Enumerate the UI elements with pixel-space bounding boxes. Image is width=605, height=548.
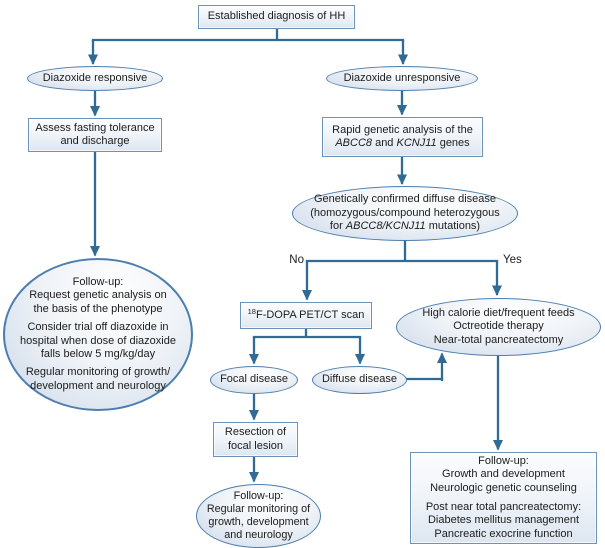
node-rapid-genetic-analysis — [322, 117, 483, 157]
node-diffuse-disease — [312, 366, 407, 394]
node-fdopa-pet-ct — [240, 302, 372, 329]
followup-bottom-l3: and neurology — [224, 529, 293, 542]
rapid-line2 — [335, 137, 469, 150]
followup-left-p2-l1: Consider trial off diazoxide in — [27, 321, 169, 334]
node-followup-bottom — [196, 484, 321, 548]
followup-bottom-title: Follow-up: — [233, 489, 284, 502]
node-resection-focal-lesion — [213, 422, 298, 457]
gene-abcc8: ABCC8 — [335, 137, 373, 149]
followup-right-l2: Neurologic genetic counseling — [430, 481, 577, 494]
node-high-calorie — [396, 298, 601, 356]
gene-kcnj11: KCNJ11 — [396, 137, 437, 149]
genetic-line3-post: mutations) — [425, 220, 481, 233]
followup-left-p3-l1: Regular monitoring of growth/ — [25, 366, 171, 379]
node-focal-disease — [210, 366, 298, 394]
genetic-line3-pre: for — [329, 220, 346, 233]
followup-left-p1-l2: the basis of the phenotype — [33, 302, 163, 315]
followup-left-p1-l1: Request genetic analysis on — [29, 289, 167, 302]
followup-right-subtitle: Post near total pancreatectomy: — [425, 501, 582, 513]
node-label: Diazoxide responsive — [42, 71, 148, 84]
node-diazoxide-unresponsive — [326, 66, 478, 91]
node-label-line1: Assess fasting tolerance — [35, 121, 155, 134]
followup-right-l4: Pancreatic exocrine function — [434, 527, 573, 540]
genetic-line3 — [330, 220, 480, 233]
label-yes: Yes — [503, 254, 522, 266]
followup-left-title: Follow-up: — [72, 275, 124, 288]
pet-scan-text: F-DOPA PET/CT scan — [255, 308, 365, 321]
genetic-line2: (homozygous/compound heterozygous — [310, 206, 500, 219]
followup-right-l1: Growth and development — [442, 468, 565, 481]
genetic-line1: Genetically confirmed diffuse disease — [313, 193, 496, 206]
label-no: No — [289, 254, 304, 266]
node-label-line2: and discharge — [60, 135, 130, 147]
node-label: Diffuse disease — [321, 373, 397, 386]
node-assess-fasting — [28, 118, 162, 152]
followup-right-title: Follow-up: — [478, 454, 529, 467]
followup-left-p3-l2: development and neurology — [30, 379, 166, 392]
resection-line2: focal lesion — [227, 439, 284, 452]
followup-right-l3: Diabetes mellitus management — [427, 514, 580, 527]
resection-line1: Resection of — [224, 426, 287, 439]
pet-label — [248, 309, 365, 322]
node-label: Focal disease — [220, 373, 288, 386]
highcal-line3: Near-total pancreatectomy — [433, 333, 564, 346]
rapid-line1: Rapid genetic analysis of the — [332, 123, 473, 136]
rapid-and: and — [372, 137, 397, 149]
node-followup-left — [3, 258, 193, 411]
highcal-line2: Octreotide therapy — [453, 320, 544, 333]
gene-abcc8-kcnj11: ABCC8/KCNJ11 — [345, 220, 426, 233]
pet-isotope-sup: 18 — [247, 307, 256, 317]
followup-bottom-l1: Regular monitoring of — [206, 502, 311, 515]
followup-bottom-l2: growth, development — [208, 516, 309, 528]
node-label: Diazoxide unresponsive — [343, 71, 461, 84]
node-followup-right — [410, 452, 597, 544]
node-label: Established diagnosis of HH — [207, 10, 346, 23]
node-established-diagnosis — [198, 5, 355, 29]
followup-left-p2-l3: falls below 5 mg/kg/day — [40, 347, 156, 360]
rapid-suffix: genes — [436, 137, 470, 149]
followup-left-p2-l2: hospital when dose of diazoxide — [20, 334, 176, 347]
highcal-line1: High calorie diet/frequent feeds — [422, 306, 575, 319]
node-genetically-confirmed — [292, 186, 518, 241]
node-diazoxide-responsive — [27, 66, 163, 91]
